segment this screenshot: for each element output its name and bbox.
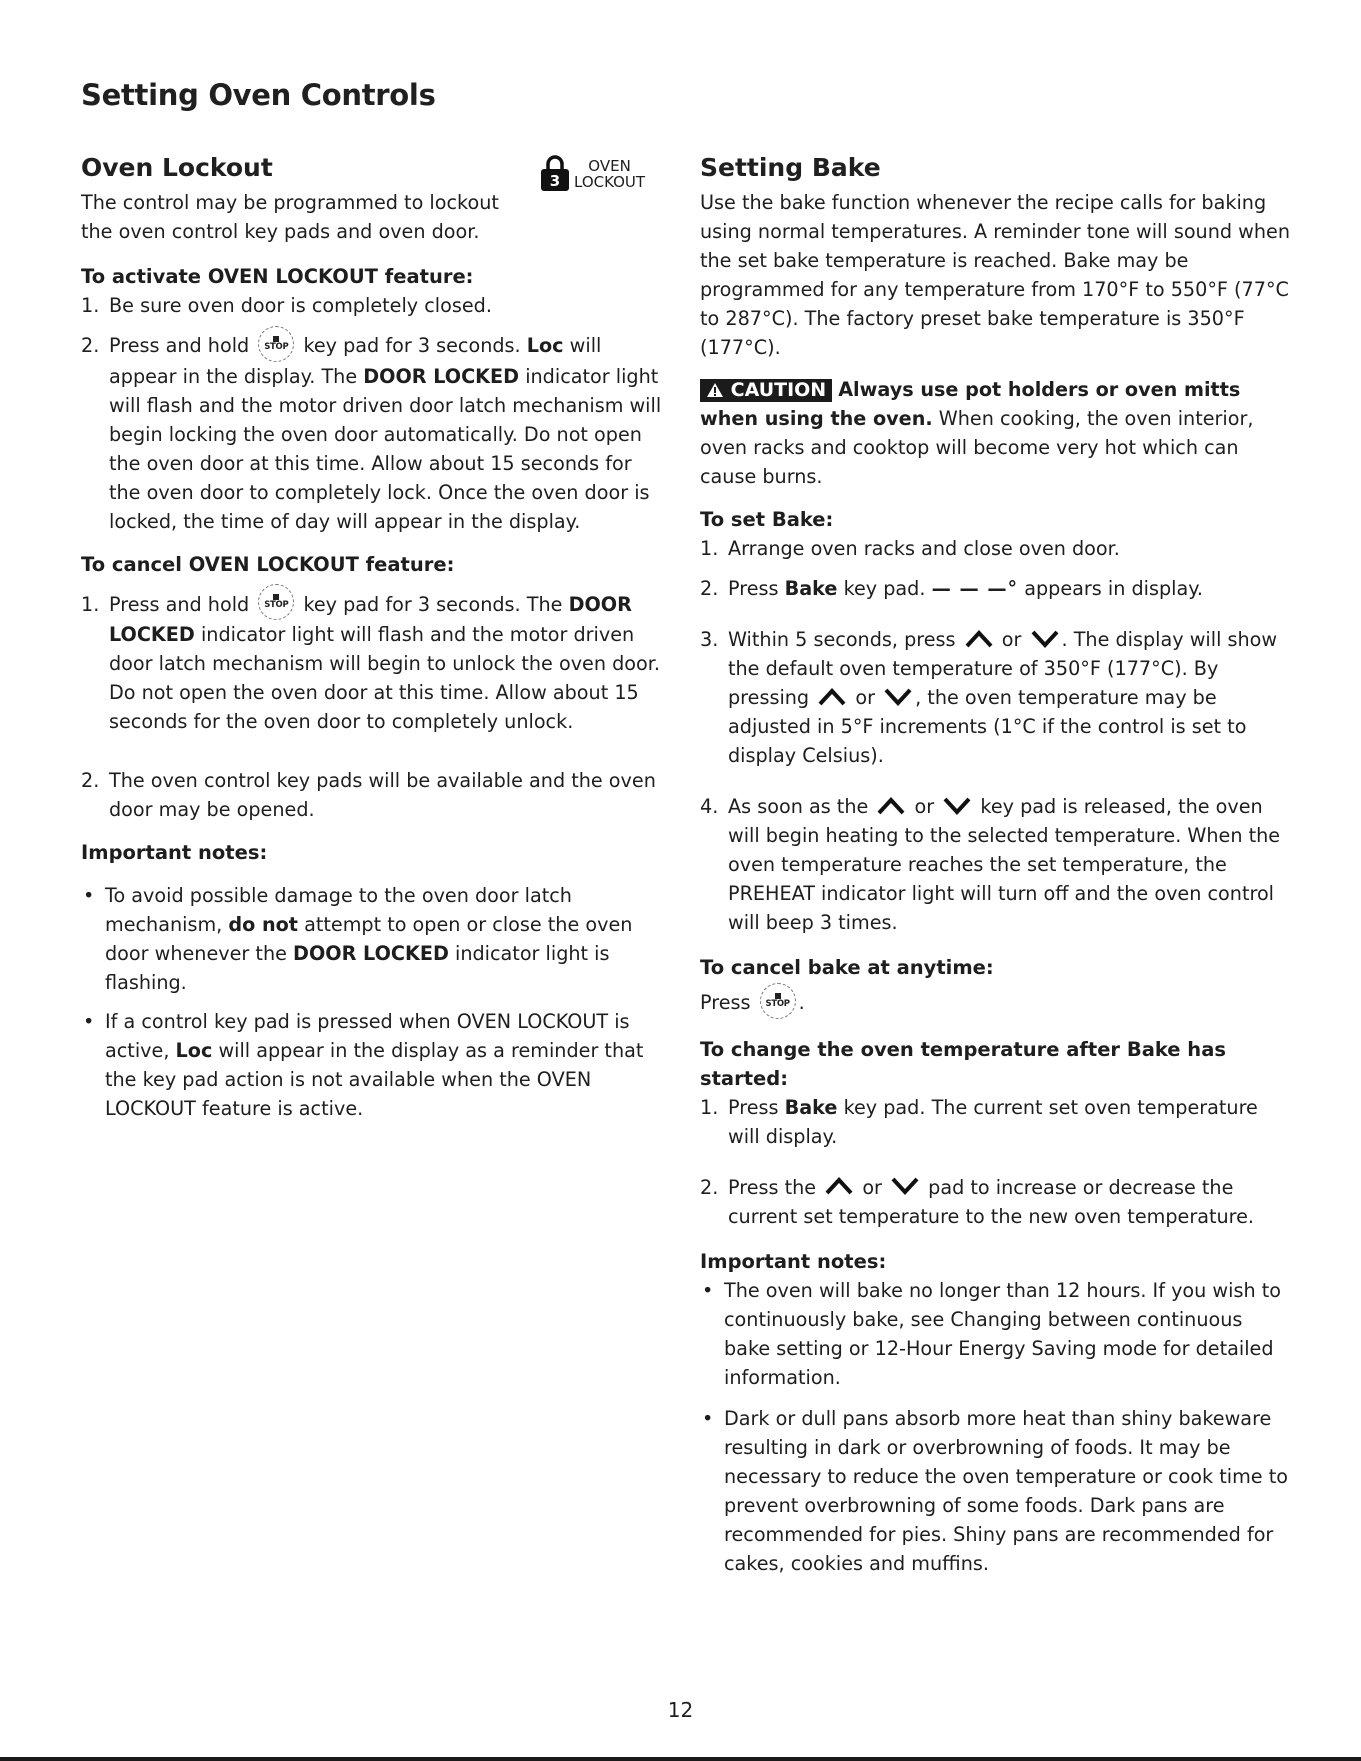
oven-lockout-intro: The control may be programmed to lockout the oven control key pads and oven door. [81,191,499,243]
down-arrow-icon [943,797,971,815]
down-arrow-icon [1031,630,1059,648]
bake-note-2: • Dark or dull pans absorb more heat than shiny bakeware resulting in dark or overbrowning of foods. It may be necessary to reduce the oven temperature or cook time to prevent overbrowning of some foods. Dark pans are recommended for pies. Shiny pans are recommended for cakes, cookies and muffins. [702,1406,1288,1575]
change-temp-step-2: 2. Press the or pad to increase or decrease the current set temperature to the new oven temperature. [700,1175,1255,1228]
up-arrow-icon [965,630,993,648]
down-arrow-icon [891,1177,919,1195]
lockout-notes-heading: Important notes: [81,841,268,864]
bake-intro: Use the bake function whenever the recipe calls for baking using normal temperatures. A reminder tone will sound when the set bake temperature is reached. Bake may be programmed for any temperature from 170°F to 550°F (77°C to 287°C). The factory preset bake temperature is 350°F (177°C). [700,191,1290,359]
cancel-lockout-step-2: 2. The oven control key pads will be available and the oven door may be opened. [81,769,656,821]
lockout-note-2: • If a control key pad is pressed when OVEN LOCKOUT is active, Loc will appear in the display as a reminder that the key pad action is not available when the OVEN LOCKOUT feature is active. [83,1010,644,1120]
set-bake-step-1: 1. Arrange oven racks and close oven door. [700,537,1120,560]
cancel-lockout-step-1: 1. Press and hold STOP key pad for 3 seconds. The DOOR LOCKED indicator light will flash and the motor driven door latch mechanism will begin to unlock the oven door. Do not open the oven door at this time. Allow about 15 seconds for the oven door to completely unlock. [81,590,666,737]
stop-key-icon: STOP [258,326,294,362]
oven-lockout-badge: 3 OVEN LOCKOUT [540,154,645,192]
set-bake-step-4: 4. As soon as the or key pad is released, the oven will begin heating to the selected temperature. When the oven temperature reaches the set temperature, the PREHEAT indicator light will turn off and the oven control will beep 3 times. [700,795,1281,934]
warning-icon [706,382,724,398]
caution-badge: CAUTION [700,379,832,402]
setting-bake-section [700,148,1290,1578]
stop-key-icon: STOP [760,983,796,1019]
set-bake-step-3: 3. Within 5 seconds, press or . The display will show the default oven temperature of 350°F (177°C). By pressing or , the oven temperature may be adjusted in 5°F increments (1°C if the control is set to display Celsius). [700,628,1278,767]
oven-lockout-section [81,148,666,1123]
oven-lockout-title: Oven Lockout [81,153,273,182]
cancel-bake-text: Press STOP . [700,988,1290,1019]
up-arrow-icon [877,797,905,815]
caution-notice: CAUTION Always use pot holders or oven mitts when using the oven. When cooking, the oven interior, oven racks and cooktop will become very hot which can cause burns. [700,378,1254,488]
page-title: Setting Oven Controls [81,78,436,112]
setting-bake-title: Setting Bake [700,153,881,182]
down-arrow-icon [884,688,912,706]
lock-icon [540,154,570,192]
svg-text:3: 3 [549,172,561,190]
bake-notes-heading: Important notes: [700,1249,887,1273]
change-temp-heading: To change the oven temperature after Bake has started: [700,1037,1226,1090]
activate-step-1: 1. Be sure oven door is completely closed. [81,294,492,317]
activate-step-2: 2. Press and hold STOP key pad for 3 seconds. Loc will appear in the display. The DOOR LOCKED indicator light will flash and the motor driven door latch mechanism will begin locking the oven door automatically. Do not open the oven door at this time. Allow about 15 seconds for the oven door to completely lock. Once the oven door is locked, the time of day will appear in the display. [81,331,666,536]
activate-heading: To activate OVEN LOCKOUT feature: [81,265,474,288]
bake-note-1: • The oven will bake no longer than 12 hours. If you wish to continuously bake, see Changing between continuous bake setting or 12-Hour Energy Saving mode for detailed information. [702,1278,1281,1389]
cancel-bake-heading: To cancel bake at anytime: [700,956,994,979]
up-arrow-icon [818,688,846,706]
set-bake-heading: To set Bake: [700,508,834,531]
page-number: 12 [667,1698,694,1722]
stop-key-icon: STOP [258,584,294,620]
up-arrow-icon [825,1177,853,1195]
set-bake-step-2: 2. Press Bake key pad. — — —° appears in display. [700,577,1203,600]
cancel-lockout-heading: To cancel OVEN LOCKOUT feature: [81,552,455,576]
change-temp-step-1: 1. Press Bake key pad. The current set oven temperature will display. [700,1095,1258,1148]
bottom-rule [0,1757,1361,1761]
lockout-note-1: • To avoid possible damage to the oven door latch mechanism, do not attempt to open or close the oven door whenever the DOOR LOCKED indicator light is flashing. [83,884,633,994]
